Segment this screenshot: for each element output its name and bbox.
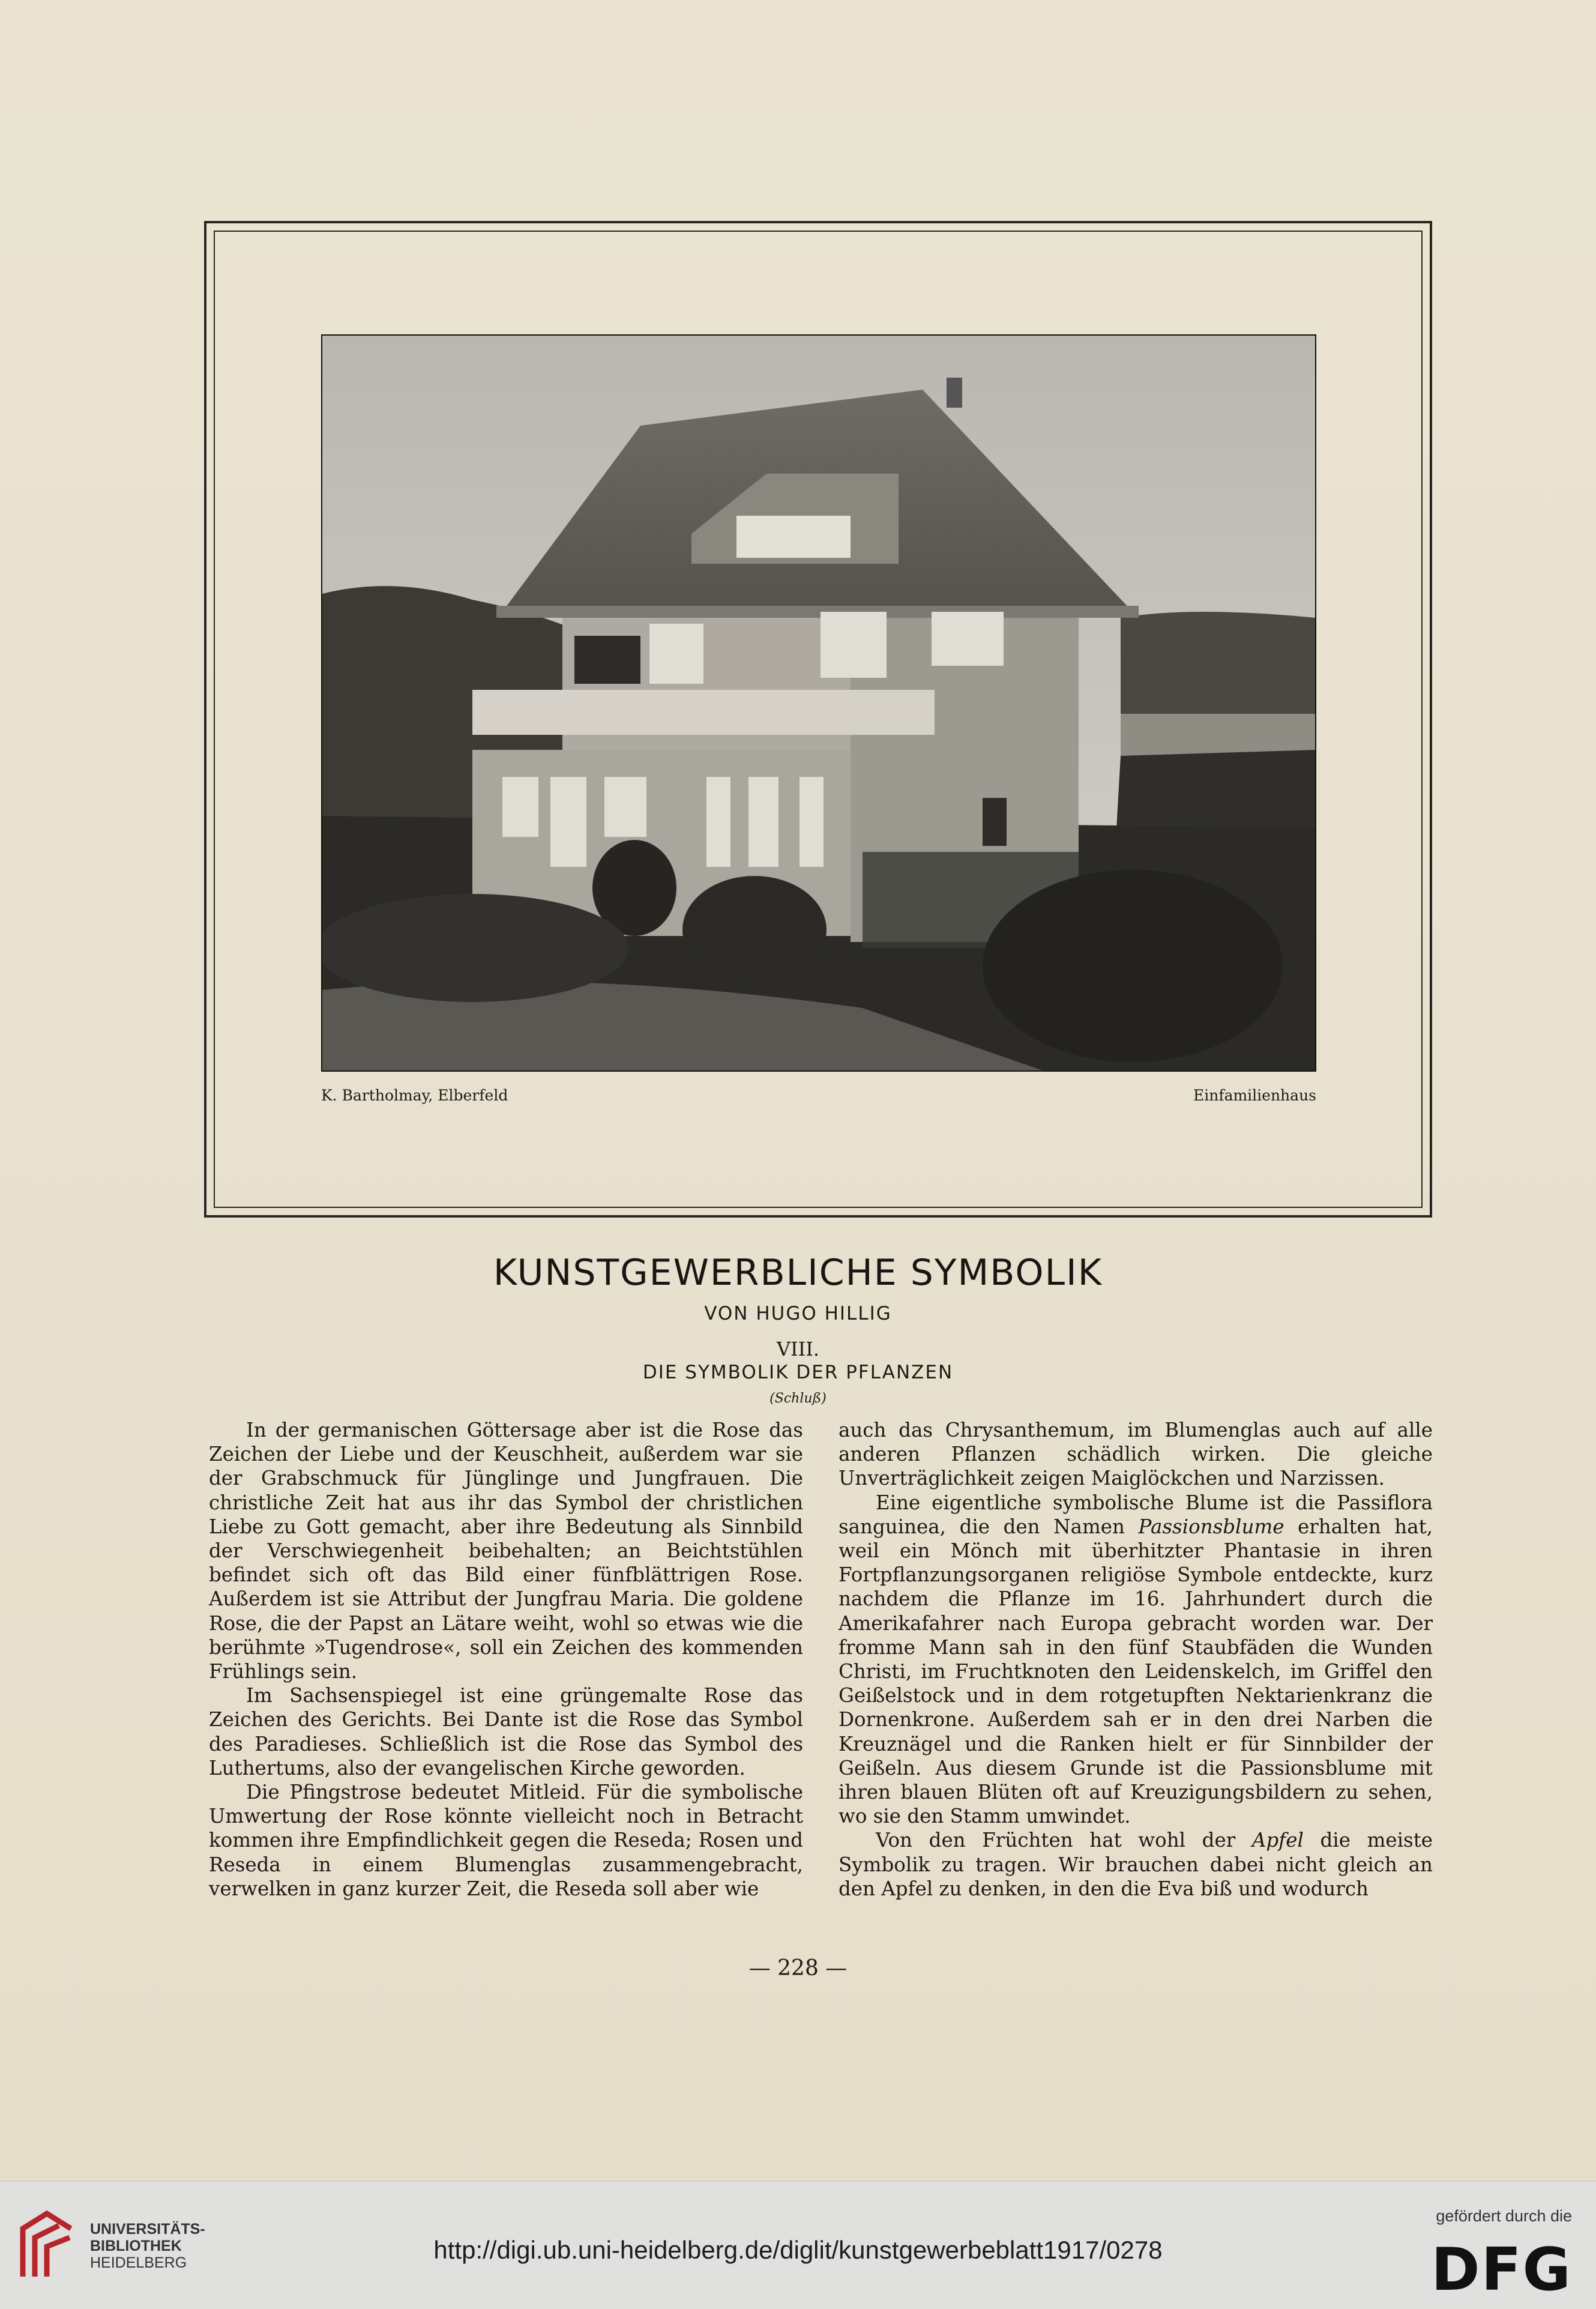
viewer-footer: [0, 2181, 1596, 2309]
paragraph: In der germanischen Göttersage aber ist die Rose das Zeichen der Liebe und der Keuschheit, außerdem war sie der Grabschmuck für Jünglinge und Jungfrauen. Die christliche Zeit hat aus ihr das Symbol der christlichen Liebe zu Gott gemacht, aber ihre Bedeutung als Sinnbild der Verschwiegenheit beibehalten; an Beichtstühlen befindet sich oft das Bild einer fünfblättrigen Rose. Außerdem ist sie Attribut der Jungfrau Maria. Die goldene Rose, die der Papst an Lätare weiht, wohl so etwas wie die berühmte »Tugendrose«, soll ein Zeichen des kommenden Frühlings sein.: [209, 1419, 803, 1683]
paragraph: auch das Chrysanthemum, im Blumenglas auch auf alle anderen Pflanzen schädlich wirken. Die gleiche Unverträglichkeit zeigen Maiglöckchen und Narzissen.: [839, 1419, 1433, 1490]
page-number: — 228 —: [748, 1956, 848, 1981]
section-note: (Schluß): [769, 1391, 827, 1406]
dfg-logo[interactable]: DFG: [1431, 2236, 1572, 2304]
text-column-right: [839, 1418, 1433, 1901]
photo-title-caption: Einfamilienhaus: [1193, 1087, 1316, 1104]
library-name-line: HEIDELBERG: [90, 2254, 187, 2271]
article-author: VON HUGO HILLIG: [704, 1303, 892, 1324]
section-number: VIII.: [776, 1338, 820, 1360]
paragraph: Die Pfingstrose bedeutet Mitleid. Für die symbolische Umwertung der Rose könnte vielleicht noch in Betracht kommen ihre Empfindlichkeit gegen die Reseda; Rosen und Reseda in einem Blumenglas zusammengebracht, verwelken in ganz kurzer Zeit, die Reseda soll aber wie: [209, 1781, 803, 1900]
text-run: Eine eigentliche symbolische Blume ist die Passiflora sanguinea, die den Namen: [839, 1491, 1433, 1538]
photo-credit-caption: K. Bartholmay, Elberfeld: [321, 1087, 508, 1104]
text-run: erhalten hat, weil ein Mönch mit überhitzter Phantasie in ihren Fortpflanzungsorganen religiöse Symbole entdeckte, kurz nachdem die Pflanze im 16. Jahrhundert durch die Amerikafahrer nach Europa gebracht worden war. Der fromme Mann sah in den fünf Staubfäden die Wunden Christi, im Fruchtknoten den Leidenskelch, im Griffel den Geißelstock und in dem rotgetupften Nektarienkranz die Dornenkrone. Außerdem sah er in den drei Narben die Kreuznägel und die Ranken hielt er für Sinnbilder der Geißeln. Aus diesem Grunde ist die Passionsblume mit ihren blauen Blüten oft auf Kreuzigungsbildern zu sehen, wo sie den Stamm umwindet.: [839, 1515, 1433, 1828]
text-run: Von den Früchten hat wohl der: [876, 1829, 1252, 1852]
funded-by-label: gefördert durch die: [1436, 2207, 1572, 2225]
house-photograph: [321, 334, 1316, 1072]
emphasized-term: Passionsblume: [1138, 1515, 1284, 1538]
paragraph: [839, 1491, 1433, 1829]
article-title: KUNSTGEWERBLICHE SYMBOLIK: [493, 1252, 1103, 1294]
section-title: DIE SYMBOLIK DER PFLANZEN: [642, 1362, 954, 1383]
paragraph: Im Sachsenspiegel ist eine grüngemalte Rose das Zeichen des Gerichts. Bei Dante ist die Rose das Symbol des Paradieses. Schließlich ist die Rose das Symbol des Luthertums, also der evangelischen Kirche geworden.: [209, 1684, 803, 1779]
library-name-line: BIBLIOTHEK: [90, 2238, 182, 2254]
permalink-url[interactable]: http://digi.ub.uni-heidelberg.de/diglit/kunstgewerbeblatt1917/0278: [433, 2236, 1163, 2264]
paragraph: [839, 1828, 1433, 1901]
text-column-left: [209, 1418, 803, 1901]
emphasized-term: Apfel: [1251, 1829, 1304, 1852]
text-run: die meiste Symbolik zu tragen. Wir brauchen dabei nicht gleich an den Apfel zu denken, in den die Eva biß und wodurch: [839, 1829, 1433, 1900]
library-name-line: UNIVERSITÄTS-: [90, 2221, 205, 2238]
